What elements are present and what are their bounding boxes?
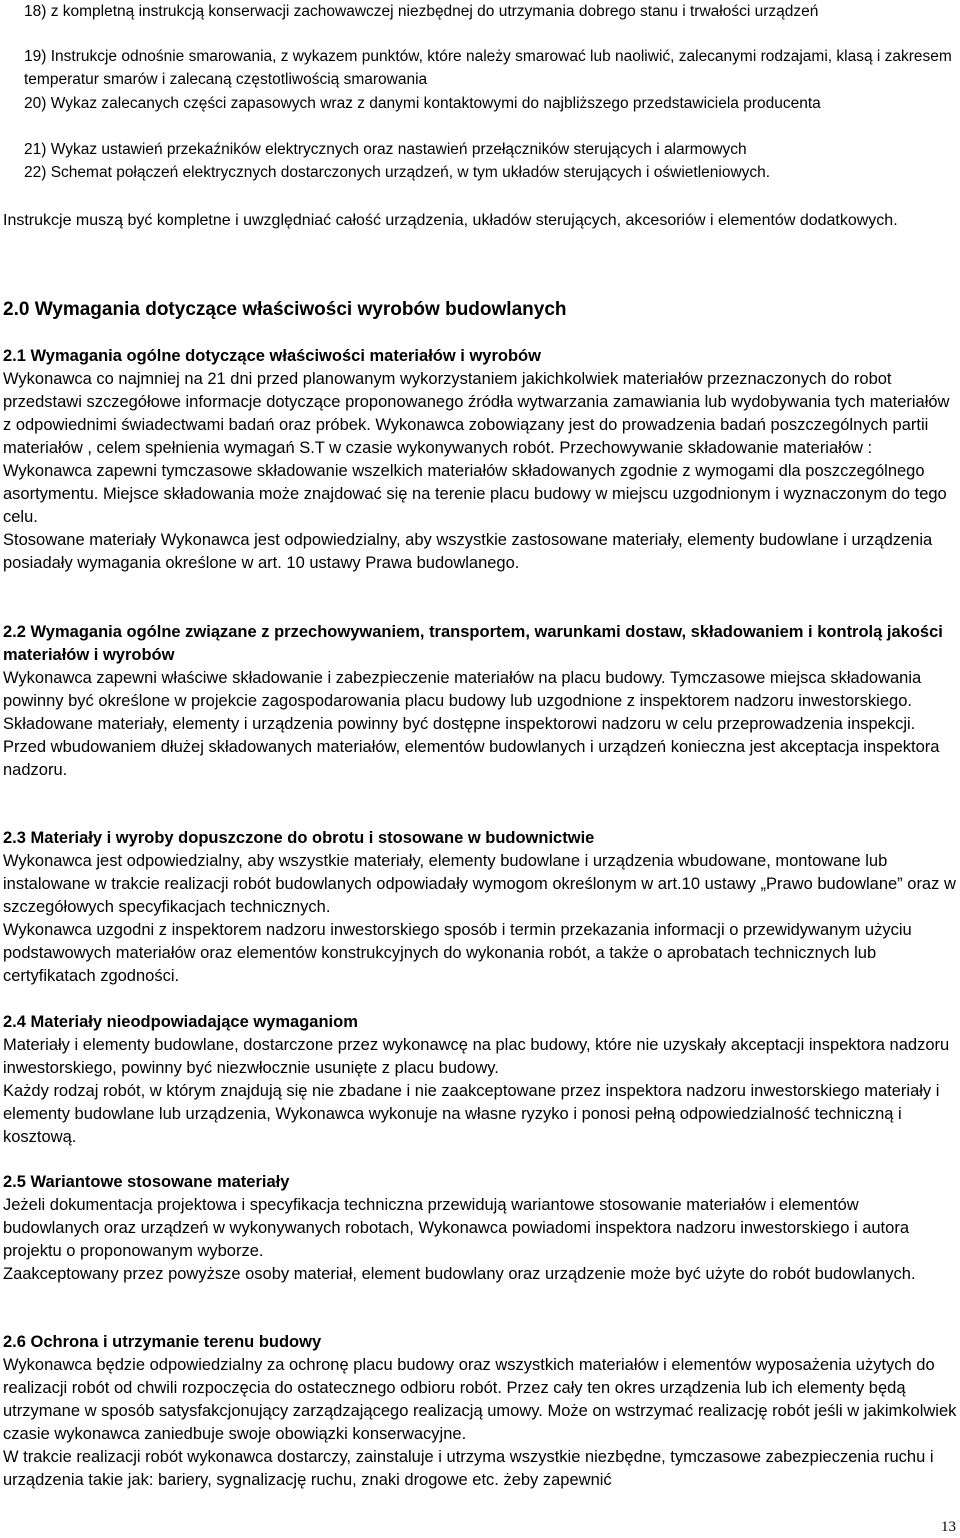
list-item: [24, 0, 960, 23]
list-item-number: 19): [24, 48, 47, 65]
section-paragraph: Materiały i elementy budowlane, dostarczone przez wykonawcę na plac budowy, które nie uzyskały akceptacji inspektora nadzoru inwestorskiego, powinny być niezwłocznie usunięte z placu budowy.: [3, 1036, 950, 1077]
section-2-2: [3, 621, 958, 782]
section-paragraph: Wykonawca co najmniej na 21 dni przed planowanym wykorzystaniem jakichkolwiek materiałów przeznaczonych do robot przedstawi szczegółowe informacje dotyczące proponowanego źródła wytwarzania zamawiania lub wydobywania tych materiałów z odpowiednimi świadectwami badań oraz próbek. Wykonawca zobowiązany jest do prowadzenia badań poszczególnych partii materiałów , celem spełnienia wymagań S.T w czasie wykonywanych robót. Przechowywanie składowanie materiałów : Wykonawca zapewni tymczasowe składowanie wszelkich materiałów składowanych zgodnie z wymogami dla poszczególnego asortymentu. Miejsce składowania może znajdować się na terenie placu budowy w miejscu uzgodnionym i wyznaczonym do tego celu.: [3, 370, 950, 526]
list-item-text: Instrukcje odnośnie smarowania, z wykazem punktów, które należy smarować lub naoliwić, zalecanymi rodzajami, klasą i zakresem temperatur smarów i zalecaną częstotliwością smarowania: [24, 48, 952, 89]
list-item-text: Wykaz zalecanych części zapasowych wraz z danymi kontaktowymi do najbliższego przedstawiciela producenta: [50, 95, 821, 112]
list-item-number: 18): [24, 3, 47, 20]
list-item: [24, 45, 960, 91]
section-paragraph: W trakcie realizacji robót wykonawca dostarczy, zainstaluje i utrzyma wszystkie niezbędne, tymczasowe zabezpieczenia ruchu i urządzenia takie jak: bariery, sygnalizację ruchu, znaki drogowe etc. żeby zapewnić: [3, 1448, 934, 1489]
intro-paragraph: Instrukcje muszą być kompletne i uwzględniać całość urządzenia, układów sterujących, akcesoriów i elementów dodatkowych.: [3, 212, 898, 229]
section-paragraph: Stosowane materiały Wykonawca jest odpowiedzialny, aby wszystkie zastosowane materiały, elementy budowlane i urządzenia posiadały wymagania określone w art. 10 ustawy Prawa budowlanego.: [3, 531, 933, 572]
section-paragraph: Wykonawca jest odpowiedzialny, aby wszystkie materiały, elementy budowlane i urządzenia wbudowane, montowane lub instalowane w trakcie realizacji robót budowlanych odpowiadały wymogom określonym w art.10 ustawy „Prawo budowlane” oraz w szczegółowych specyfikacjach technicznych.: [3, 852, 956, 916]
section-paragraph: Przed wbudowaniem dłużej składowanych materiałów, elementów budowlanych i urządzeń konieczna jest akceptacja inspektora nadzoru.: [3, 738, 940, 779]
section-2-6: [3, 1331, 958, 1492]
section-heading: 2.5 Wariantowe stosowane materiały: [3, 1173, 290, 1191]
section-paragraph: Zaakceptowany przez powyższe osoby materiał, element budowlany oraz urządzenie może być użyte do robót budowlanych.: [3, 1265, 916, 1283]
section-paragraph: Wykonawca będzie odpowiedzialny za ochronę placu budowy oraz wszystkich materiałów i elementów wyposażenia użytych do realizacji robót od chwili rozpoczęcia do ostatecznego odbioru robót. Przez cały ten okres urządzenia lub ich elementy będą utrzymane w sposób satysfakcjonujący zarządzającego realizacją umowy. Może on wstrzymać realizację robót jeśli w jakimkolwiek czasie wykonawca zaniedbuje swoje obowiązki konserwacyjne.: [3, 1356, 957, 1443]
list-item-number: 22): [24, 164, 47, 181]
section-paragraph: Wykonawca uzgodni z inspektorem nadzoru inwestorskiego sposób i termin przekazania informacji o przewidywanym użyciu podstawowych materiałów oraz elementów konstrukcyjnych do wykonania robót, a także o aprobatach technicznych lub certyfikatach zgodności.: [3, 921, 912, 985]
list-item-text: Schemat połączeń elektrycznych dostarczonych urządzeń, w tym układów sterujących i oświetleniowych.: [50, 164, 771, 181]
section-title: 2.0 Wymagania dotyczące właściwości wyrobów budowlanych: [3, 299, 567, 320]
section-heading: 2.1 Wymagania ogólne dotyczące właściwości materiałów i wyrobów: [3, 347, 541, 365]
list-item: [24, 138, 960, 161]
section-2-5: [3, 1171, 958, 1286]
list-item: [24, 161, 890, 184]
section-heading: 2.6 Ochrona i utrzymanie terenu budowy: [3, 1333, 322, 1351]
section-2-4: [3, 1011, 958, 1149]
section-heading: 2.3 Materiały i wyroby dopuszczone do obrotu i stosowane w budownictwie: [3, 829, 595, 847]
section-2-3: [3, 827, 958, 988]
page-number: 13: [941, 1519, 956, 1535]
section-paragraph: Wykonawca zapewni właściwe składowanie i zabezpieczenie materiałów na placu budowy. Tymczasowe miejsca składowania powinny być określone w projekcie zagospodarowania placu budowy lub uzgodnione z inspektorem nadzoru inwestorskiego. Składowane materiały, elementy i urządzenia powinny być dostępne inspektorowi nadzoru w celu przeprowadzenia inspekcji.: [3, 669, 922, 733]
section-2-1: [3, 345, 958, 575]
list-item-number: 21): [24, 141, 47, 158]
section-heading: 2.4 Materiały nieodpowiadające wymaganiom: [3, 1013, 358, 1031]
section-paragraph: Jeżeli dokumentacja projektowa i specyfikacja techniczna przewidują wariantowe stosowanie materiałów i elementów budowlanych oraz urządzeń w wykonywanych robotach, Wykonawca powiadomi inspektora nadzoru inwestorskiego i autora projektu o proponowanym wyborze.: [3, 1196, 909, 1260]
section-paragraph: Każdy rodzaj robót, w którym znajdują się nie zbadane i nie zaakceptowane przez inspektora nadzoru inwestorskiego materiały i elementy budowlane lub urządzenia, Wykonawca wykonuje na własne ryzyko i ponosi pełną odpowiedzialność techniczną i kosztową.: [3, 1082, 940, 1146]
list-item-number: 20): [24, 95, 47, 112]
section-heading: 2.2 Wymagania ogólne związane z przechowywaniem, transportem, warunkami dostaw, składowaniem i kontrolą jakości materiałów i wyrobów: [3, 623, 943, 664]
list-item: [24, 92, 960, 115]
list-item-text: z kompletną instrukcją konserwacji zachowawczej niezbędnej do utrzymania dobrego stanu i trwałości urządzeń: [50, 3, 819, 20]
list-item-text: Wykaz ustawień przekaźników elektrycznych oraz nastawień przełączników sterujących i alarmowych: [50, 141, 747, 158]
